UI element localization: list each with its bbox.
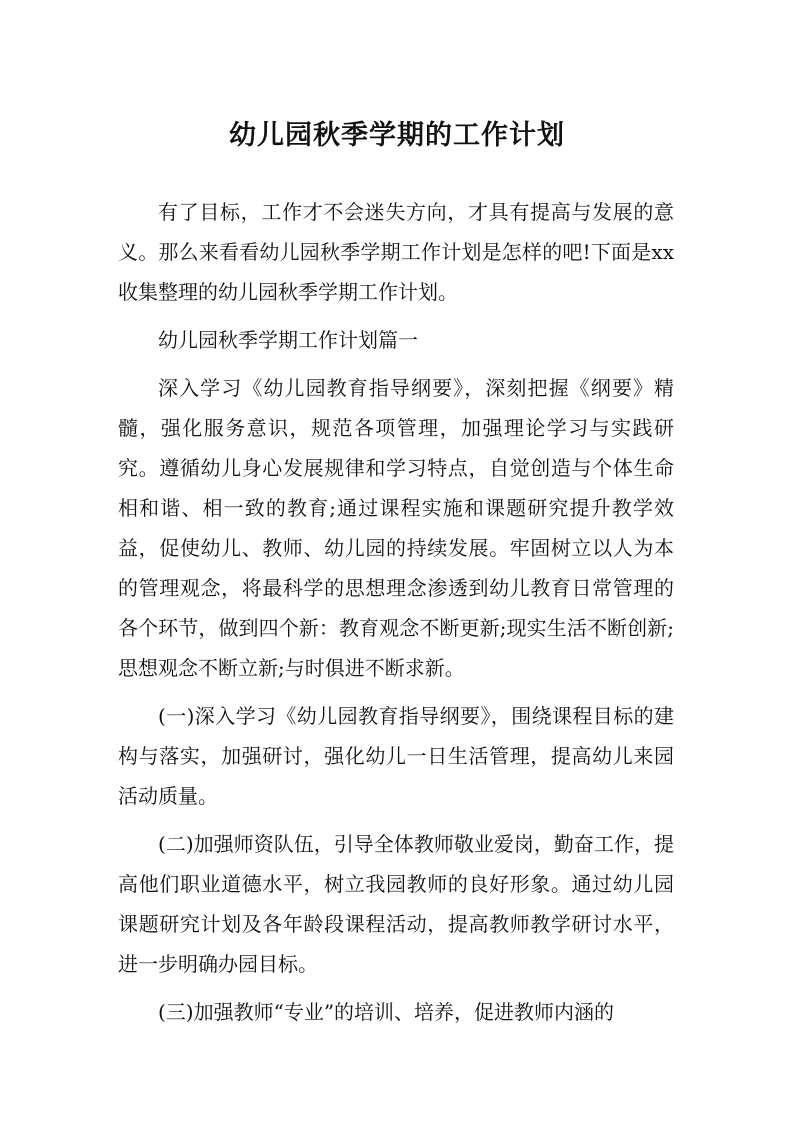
list-item-two: (二)加强师资队伍，引导全体教师敬业爱岗，勤奋工作，提高他们职业道德水平，树立我园教师的良好形象。通过幼儿园课题研究计划及各年龄段课程活动，提高教师教学研讨水平，进一步明确办园目标。: [118, 832, 674, 976]
list-item-one: (一)深入学习《幼儿园教育指导纲要》，围绕课程目标的建构与落实，加强研讨，强化幼儿一日生活管理，提高幼儿来园活动质量。: [118, 704, 674, 808]
intro-paragraph: 有了目标，工作才不会迷失方向，才具有提高与发展的意义。那么来看看幼儿园秋季学期工作计划是怎样的吧!下面是xx收集整理的幼儿园秋季学期工作计划。: [118, 200, 674, 304]
document-title: 幼儿园秋季学期的工作计划: [229, 120, 565, 152]
body-paragraph: 深入学习《幼儿园教育指导纲要》，深刻把握《纲要》精髓，强化服务意识，规范各项管理，加强理论学习与实践研究。遵循幼儿身心发展规律和学习特点，自觉创造与个体生命相和谐、相一致的教育;通过课程实施和课题研究提升教学效益，促使幼儿、教师、幼儿园的持续发展。牢固树立以人为本的管理观念，将最科学的思想理念渗透到幼儿教育日常管理的各个环节，做到四个新：教育观念不断更新;现实生活不断创新;思想观念不断立新;与时俱进不断求新。: [118, 376, 674, 680]
list-item-three: (三)加强教师“专业”的培训、培养，促进教师内涵的: [158, 1000, 615, 1024]
document-body: [118, 192, 674, 1040]
section-heading: 幼儿园秋季学期工作计划篇一: [158, 328, 418, 352]
